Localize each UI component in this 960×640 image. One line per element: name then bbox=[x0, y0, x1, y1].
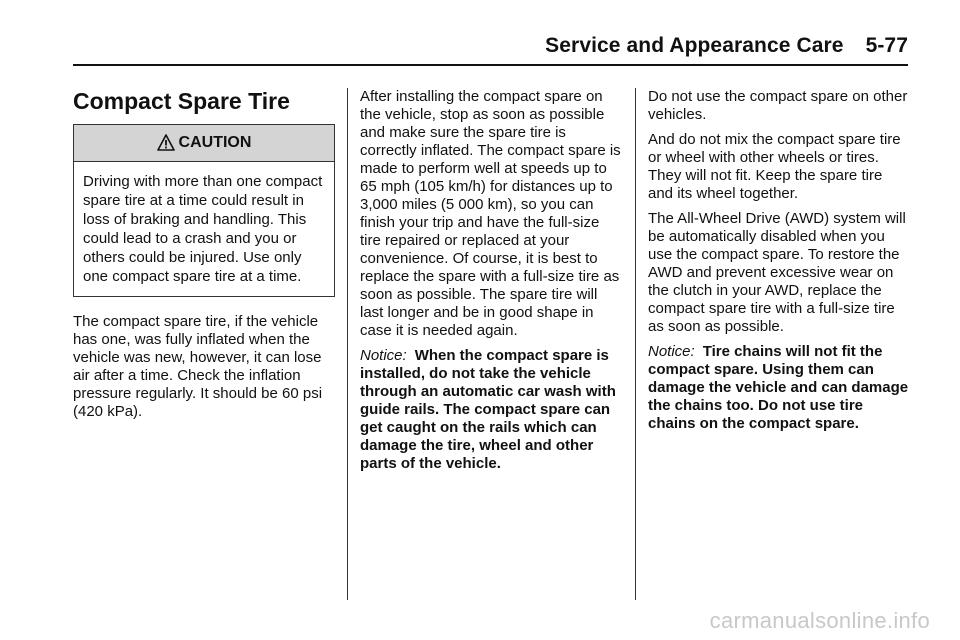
caution-triangle-icon bbox=[157, 134, 175, 152]
section-title: Service and Appearance Care bbox=[545, 34, 844, 57]
column-1 bbox=[73, 88, 335, 428]
caution-text: Driving with more than one compact spare tire at a time could result in loss of braking and handling. This could lead to a crash and you or others could be injured. Use only one compact spare tire at a time. bbox=[83, 173, 323, 285]
column-2 bbox=[360, 88, 624, 480]
caution-header bbox=[74, 125, 334, 162]
other-vehicles-paragraph: Do not use the compact spare on other vehicles. bbox=[648, 88, 908, 123]
do-not-mix-paragraph: And do not mix the compact spare tire or wheel with other wheels or tires. They will not fit. Keep the spare tire and its wheel together. bbox=[648, 131, 901, 202]
notice-text: When the compact spare is installed, do not take the vehicle through an automatic car wash with guide rails. The compact spare can get caught on the rails which can damage the tire, wheel and other parts of the vehicle. bbox=[360, 347, 616, 472]
section-heading: Compact Spare Tire bbox=[73, 88, 290, 114]
column-3 bbox=[648, 88, 910, 440]
notice-text: Tire chains will not fit the compact spare. Using them can damage the vehicle and can damage the chains too. Do not use tire chains on the compact spare. bbox=[648, 343, 909, 432]
header-text bbox=[545, 34, 908, 58]
awd-paragraph: The All-Wheel Drive (AWD) system will be automatically disabled when you use the compact spare. To restore the AWD and prevent excessive wear on the clutch in your AWD, replace the compact spare tire with a full-size tire as soon as possible. bbox=[648, 210, 906, 335]
caution-box bbox=[73, 124, 335, 297]
tire-chains-notice bbox=[648, 343, 910, 433]
caution-label: CAUTION bbox=[178, 134, 252, 151]
spare-inflation-paragraph: The compact spare tire, if the vehicle has one, was fully inflated when the vehicle was new, however, it can lose air after a time. Check the inflation pressure regularly. It should be 60 psi (420 kPa). bbox=[73, 313, 323, 420]
watermark: carmanualsonline.info bbox=[709, 608, 930, 633]
header-rule bbox=[73, 64, 908, 66]
notice-label: Notice: bbox=[648, 343, 695, 360]
after-installing-paragraph: After installing the compact spare on the vehicle, stop as soon as possible and make sure the spare tire is correctly inflated. The compact spare is made to perform well at speeds up to 65 mph (105 km/h) for distances up to 3,000 miles (5 000 km), so you can finish your trip and have the full-size tire repaired or replaced at your convenience. Of course, it is best to replace the spare with a full-size tire as soon as possible. The spare tire will last longer and be in good shape in case it is needed again. bbox=[360, 88, 621, 339]
column-divider-1 bbox=[347, 88, 348, 600]
column-divider-2 bbox=[635, 88, 636, 600]
notice-label: Notice: bbox=[360, 347, 407, 364]
page-header bbox=[73, 34, 908, 66]
page-number: 5-77 bbox=[865, 34, 908, 57]
car-wash-notice bbox=[360, 347, 624, 473]
